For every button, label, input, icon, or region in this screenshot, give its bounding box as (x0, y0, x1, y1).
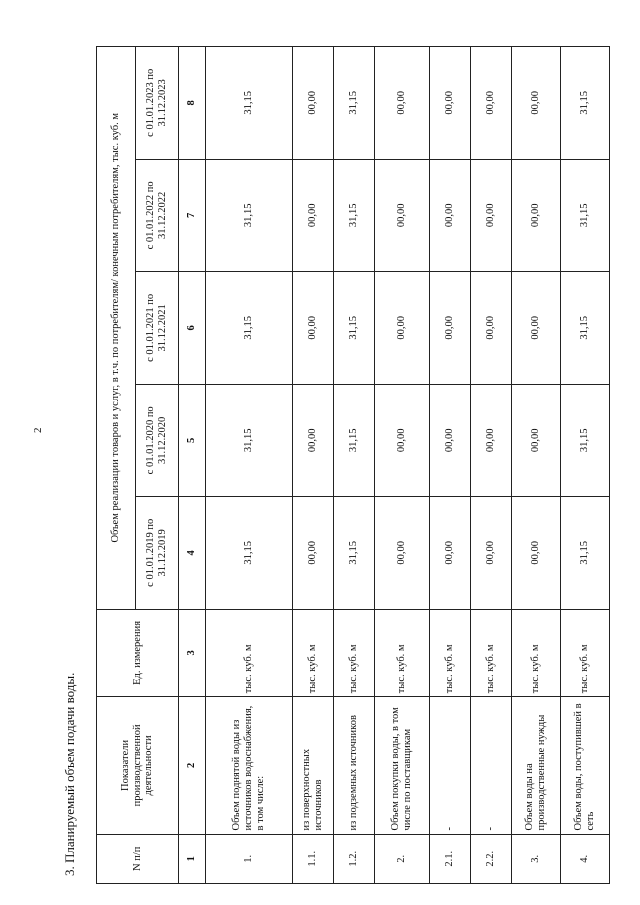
row-value: 31,15 (334, 47, 375, 160)
row-value: 31,15 (561, 384, 610, 496)
row-value: 31,15 (206, 159, 293, 271)
table-row (561, 47, 610, 884)
row-value: 31,15 (206, 497, 293, 609)
row-value: 00,00 (293, 47, 334, 160)
row-value: 00,00 (512, 272, 561, 384)
row-value: 00,00 (375, 497, 430, 609)
row-number: 1.1. (293, 834, 334, 883)
row-value: 00,00 (375, 384, 430, 496)
row-unit: тыс. куб. м (375, 609, 430, 697)
row-value: 00,00 (471, 272, 512, 384)
header-unit: Ед. измерения (97, 609, 179, 697)
row-value: 00,00 (471, 497, 512, 609)
section-title: 3. Планируемый объем подачи воды. (62, 672, 77, 876)
column-number: 7 (179, 159, 206, 271)
row-value: 31,15 (206, 384, 293, 496)
row-indicator: - (471, 697, 512, 834)
row-indicator: Объем покупки воды, в том числе по поставщикам (375, 697, 430, 834)
column-number: 4 (179, 497, 206, 609)
table-row (206, 47, 293, 884)
header-period: с 01.01.2021 по 31.12.2021 (136, 272, 179, 384)
column-number: 2 (179, 697, 206, 834)
row-value: 00,00 (430, 272, 471, 384)
row-unit: тыс. куб. м (471, 609, 512, 697)
row-value: 00,00 (430, 497, 471, 609)
row-unit: тыс. куб. м (334, 609, 375, 697)
row-value: 00,00 (512, 384, 561, 496)
row-value: 00,00 (471, 47, 512, 160)
table-row (512, 47, 561, 884)
row-number: 3. (512, 834, 561, 883)
row-indicator: Объем воды на производственные нужды (512, 697, 561, 834)
row-value: 00,00 (293, 159, 334, 271)
row-value: 00,00 (512, 497, 561, 609)
row-value: 00,00 (512, 47, 561, 160)
header-indicator: Показатели производственной деятельности (97, 697, 179, 834)
page-number: 2 (32, 427, 44, 433)
row-value: 00,00 (293, 497, 334, 609)
header-group: Объем реализации товаров и услуг, в т.ч. по потребителям/ конечным потребителям, тыс. куб. м (97, 47, 136, 610)
row-unit: тыс. куб. м (561, 609, 610, 697)
row-value: 00,00 (430, 159, 471, 271)
row-number: 2.2. (471, 834, 512, 883)
header-row-group (97, 47, 136, 884)
row-number: 2. (375, 834, 430, 883)
row-indicator: из подземных источников (334, 697, 375, 834)
row-value: 00,00 (375, 159, 430, 271)
table-row (375, 47, 430, 884)
row-value: 31,15 (561, 497, 610, 609)
row-indicator: Объем поднятой воды из источников водоснабжения, в том числе: (206, 697, 293, 834)
row-value: 00,00 (471, 384, 512, 496)
row-value: 31,15 (206, 47, 293, 160)
column-number: 5 (179, 384, 206, 496)
water-supply-table (96, 46, 610, 884)
row-unit: тыс. куб. м (206, 609, 293, 697)
column-number: 1 (179, 834, 206, 883)
row-number: 1.2. (334, 834, 375, 883)
row-number: 2.1. (430, 834, 471, 883)
row-indicator: из поверхностных источников (293, 697, 334, 834)
row-value: 00,00 (293, 384, 334, 496)
row-indicator: Объем воды, поступившей в сеть (561, 697, 610, 834)
row-value: 00,00 (430, 47, 471, 160)
column-number: 6 (179, 272, 206, 384)
header-num: N п/п (97, 834, 179, 883)
row-value: 00,00 (375, 47, 430, 160)
row-number: 1. (206, 834, 293, 883)
row-indicator: - (430, 697, 471, 834)
row-value: 00,00 (430, 384, 471, 496)
row-number: 4. (561, 834, 610, 883)
row-value: 00,00 (512, 159, 561, 271)
row-value: 00,00 (293, 272, 334, 384)
row-value: 31,15 (334, 384, 375, 496)
row-value: 00,00 (471, 159, 512, 271)
row-value: 31,15 (561, 272, 610, 384)
row-unit: тыс. куб. м (430, 609, 471, 697)
column-numbers-row (179, 47, 206, 884)
row-unit: тыс. куб. м (512, 609, 561, 697)
header-period: с 01.01.2019 по 31.12.2019 (136, 497, 179, 609)
table-row (430, 47, 471, 884)
header-period: с 01.01.2023 по 31.12.2023 (136, 47, 179, 160)
row-value: 00,00 (375, 272, 430, 384)
row-value: 31,15 (561, 47, 610, 160)
column-number: 8 (179, 47, 206, 160)
row-value: 31,15 (561, 159, 610, 271)
header-period: с 01.01.2022 по 31.12.2022 (136, 159, 179, 271)
row-value: 31,15 (334, 497, 375, 609)
table-row (471, 47, 512, 884)
column-number: 3 (179, 609, 206, 697)
row-value: 31,15 (334, 272, 375, 384)
row-value: 31,15 (334, 159, 375, 271)
row-value: 31,15 (206, 272, 293, 384)
row-unit: тыс. куб. м (293, 609, 334, 697)
table-row (293, 47, 334, 884)
table-row (334, 47, 375, 884)
rotated-table-container (96, 46, 610, 884)
header-period: с 01.01.2020 по 31.12.2020 (136, 384, 179, 496)
